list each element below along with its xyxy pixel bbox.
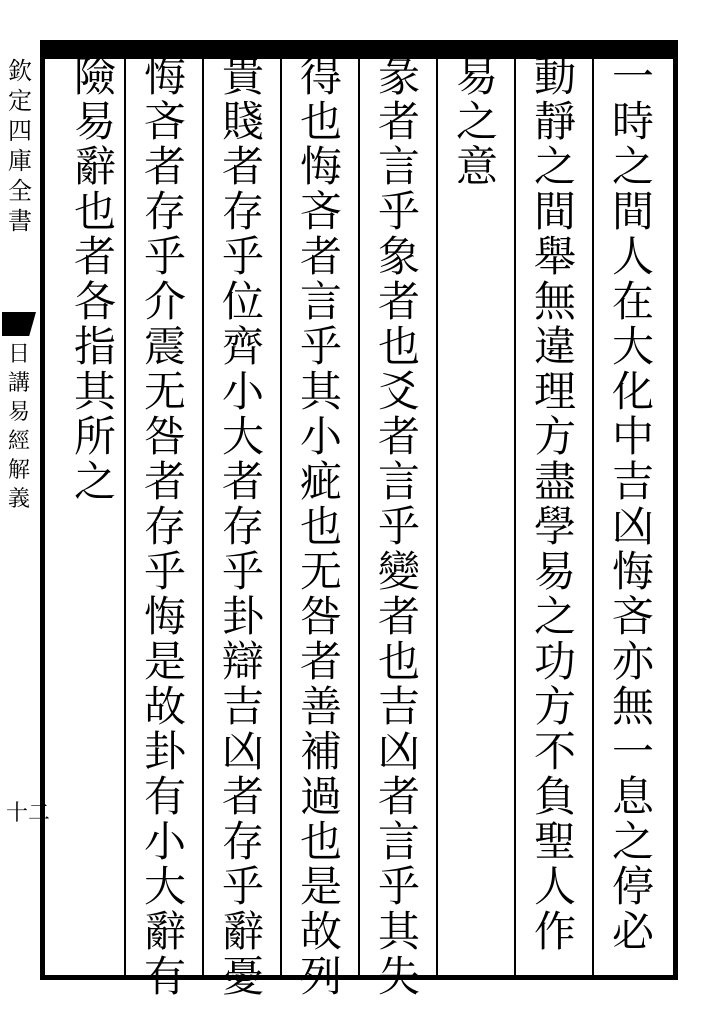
glyph: 之 bbox=[73, 457, 116, 506]
column-rule bbox=[514, 54, 516, 976]
glyph: 者 bbox=[143, 457, 186, 506]
text-column-3 bbox=[446, 54, 508, 189]
glyph: 齊 bbox=[221, 322, 264, 371]
glyph: 人 bbox=[533, 862, 576, 911]
glyph: 爻 bbox=[377, 367, 420, 416]
glyph: 辭 bbox=[221, 907, 264, 956]
glyph: 也 bbox=[299, 97, 342, 146]
glyph: 方 bbox=[533, 412, 576, 461]
glyph: 悔 bbox=[143, 592, 186, 641]
glyph: 咎 bbox=[299, 592, 342, 641]
glyph: 善 bbox=[299, 682, 342, 731]
glyph: 聖 bbox=[533, 817, 576, 866]
column-rule bbox=[436, 54, 438, 976]
glyph: 方 bbox=[533, 682, 576, 731]
glyph: 乎 bbox=[299, 322, 342, 371]
glyph: 者 bbox=[377, 772, 420, 821]
margin-glyph: 日 bbox=[7, 342, 30, 367]
margin-book-title bbox=[2, 56, 38, 236]
column-rule bbox=[280, 54, 282, 976]
glyph: 吉 bbox=[221, 682, 264, 731]
glyph: 小 bbox=[299, 412, 342, 461]
glyph: 辭 bbox=[143, 907, 186, 956]
margin-glyph: 欽 bbox=[8, 57, 32, 85]
margin-glyph: 講 bbox=[7, 371, 30, 396]
glyph: 舉 bbox=[533, 232, 576, 281]
margin-glyph: 書 bbox=[8, 207, 32, 235]
glyph: 言 bbox=[377, 817, 420, 866]
glyph: 所 bbox=[73, 412, 116, 461]
glyph: 之 bbox=[533, 592, 576, 641]
glyph: 者 bbox=[221, 142, 264, 191]
glyph: 无 bbox=[299, 547, 342, 596]
glyph: 有 bbox=[143, 772, 186, 821]
margin-glyph: 全 bbox=[8, 177, 32, 205]
glyph: 吉 bbox=[611, 457, 654, 506]
glyph: 變 bbox=[377, 547, 420, 596]
glyph: 是 bbox=[299, 862, 342, 911]
glyph: 負 bbox=[533, 772, 576, 821]
glyph: 補 bbox=[299, 727, 342, 776]
glyph: 者 bbox=[377, 412, 420, 461]
glyph: 象 bbox=[377, 232, 420, 281]
glyph: 者 bbox=[377, 97, 420, 146]
glyph: 者 bbox=[221, 772, 264, 821]
glyph: 其 bbox=[73, 367, 116, 416]
margin-glyph: 義 bbox=[7, 487, 30, 512]
column-rule bbox=[202, 54, 204, 976]
glyph: 之 bbox=[455, 97, 498, 146]
page-number: 十二 bbox=[6, 801, 51, 826]
glyph: 疵 bbox=[299, 457, 342, 506]
glyph: 理 bbox=[533, 367, 576, 416]
glyph: 乎 bbox=[377, 187, 420, 236]
glyph: 凶 bbox=[611, 502, 654, 551]
glyph: 作 bbox=[533, 907, 576, 956]
glyph: 乎 bbox=[377, 502, 420, 551]
glyph: 悔 bbox=[143, 52, 186, 101]
glyph: 大 bbox=[221, 412, 264, 461]
glyph: 間 bbox=[611, 187, 654, 236]
text-column-4 bbox=[368, 54, 430, 999]
glyph: 者 bbox=[73, 232, 116, 281]
glyph: 存 bbox=[143, 187, 186, 236]
glyph: 之 bbox=[533, 142, 576, 191]
glyph: 大 bbox=[611, 322, 654, 371]
glyph: 一 bbox=[611, 727, 654, 776]
glyph: 各 bbox=[73, 277, 116, 326]
glyph: 言 bbox=[377, 457, 420, 506]
glyph: 小 bbox=[221, 367, 264, 416]
glyph: 者 bbox=[143, 142, 186, 191]
glyph: 者 bbox=[377, 277, 420, 326]
glyph: 間 bbox=[533, 187, 576, 236]
text-column-2 bbox=[524, 54, 586, 954]
glyph: 亦 bbox=[611, 637, 654, 686]
glyph: 辭 bbox=[73, 142, 116, 191]
glyph: 辯 bbox=[221, 637, 264, 686]
text-column-6 bbox=[212, 54, 274, 999]
text-column-1 bbox=[602, 54, 664, 954]
glyph: 人 bbox=[611, 232, 654, 281]
glyph: 失 bbox=[377, 952, 420, 1001]
glyph: 貴 bbox=[221, 52, 264, 101]
glyph: 吝 bbox=[143, 97, 186, 146]
glyph: 悔 bbox=[299, 142, 342, 191]
glyph: 也 bbox=[299, 502, 342, 551]
text-column-5 bbox=[290, 54, 352, 999]
glyph: 有 bbox=[143, 952, 186, 1001]
glyph: 過 bbox=[299, 772, 342, 821]
glyph: 中 bbox=[611, 412, 654, 461]
glyph: 者 bbox=[377, 592, 420, 641]
glyph: 也 bbox=[377, 322, 420, 371]
margin-glyph: 庫 bbox=[8, 147, 32, 175]
glyph: 乎 bbox=[143, 547, 186, 596]
glyph: 吝 bbox=[299, 187, 342, 236]
glyph: 悔 bbox=[611, 547, 654, 596]
glyph: 易 bbox=[73, 97, 116, 146]
glyph: 吝 bbox=[611, 592, 654, 641]
glyph: 咎 bbox=[143, 412, 186, 461]
fish-tail-mark bbox=[2, 312, 36, 336]
text-column-7 bbox=[134, 54, 196, 999]
glyph: 无 bbox=[143, 367, 186, 416]
glyph: 乎 bbox=[221, 862, 264, 911]
glyph: 時 bbox=[611, 97, 654, 146]
glyph: 位 bbox=[221, 277, 264, 326]
glyph: 凶 bbox=[377, 727, 420, 776]
glyph: 功 bbox=[533, 637, 576, 686]
glyph: 列 bbox=[299, 952, 342, 1001]
glyph: 之 bbox=[611, 817, 654, 866]
glyph: 乎 bbox=[143, 232, 186, 281]
glyph: 其 bbox=[299, 367, 342, 416]
column-rule bbox=[592, 54, 594, 976]
glyph: 靜 bbox=[533, 97, 576, 146]
margin-glyph: 四 bbox=[8, 117, 32, 145]
glyph: 意 bbox=[455, 142, 498, 191]
margin-glyph: 定 bbox=[8, 87, 32, 115]
glyph: 存 bbox=[221, 817, 264, 866]
glyph: 存 bbox=[221, 502, 264, 551]
glyph: 存 bbox=[221, 187, 264, 236]
glyph: 必 bbox=[611, 907, 654, 956]
glyph: 言 bbox=[299, 277, 342, 326]
glyph: 停 bbox=[611, 862, 654, 911]
glyph: 言 bbox=[377, 142, 420, 191]
glyph: 息 bbox=[611, 772, 654, 821]
column-rule bbox=[358, 54, 360, 976]
glyph: 學 bbox=[533, 502, 576, 551]
glyph: 也 bbox=[73, 187, 116, 236]
glyph: 乎 bbox=[377, 862, 420, 911]
glyph: 易 bbox=[455, 52, 498, 101]
glyph: 大 bbox=[143, 862, 186, 911]
glyph: 無 bbox=[611, 682, 654, 731]
glyph: 乎 bbox=[221, 232, 264, 281]
margin-glyph: 解 bbox=[7, 458, 30, 483]
glyph: 無 bbox=[533, 277, 576, 326]
glyph: 彖 bbox=[377, 52, 420, 101]
glyph: 易 bbox=[533, 547, 576, 596]
glyph: 者 bbox=[221, 457, 264, 506]
glyph: 故 bbox=[299, 907, 342, 956]
glyph: 其 bbox=[377, 907, 420, 956]
glyph: 震 bbox=[143, 322, 186, 371]
glyph: 者 bbox=[299, 637, 342, 686]
glyph: 也 bbox=[377, 637, 420, 686]
glyph: 違 bbox=[533, 322, 576, 371]
glyph: 得 bbox=[299, 52, 342, 101]
glyph: 也 bbox=[299, 817, 342, 866]
glyph: 小 bbox=[143, 817, 186, 866]
glyph: 在 bbox=[611, 277, 654, 326]
glyph: 賤 bbox=[221, 97, 264, 146]
glyph: 凶 bbox=[221, 727, 264, 776]
glyph: 介 bbox=[143, 277, 186, 326]
glyph: 險 bbox=[73, 52, 116, 101]
glyph: 卦 bbox=[221, 592, 264, 641]
glyph: 盡 bbox=[533, 457, 576, 506]
glyph: 是 bbox=[143, 637, 186, 686]
margin-section-title bbox=[4, 340, 34, 514]
glyph: 吉 bbox=[377, 682, 420, 731]
glyph: 乎 bbox=[221, 547, 264, 596]
glyph: 憂 bbox=[221, 952, 264, 1001]
text-column-8 bbox=[64, 54, 126, 504]
glyph: 一 bbox=[611, 52, 654, 101]
glyph: 卦 bbox=[143, 727, 186, 776]
glyph: 不 bbox=[533, 727, 576, 776]
glyph: 之 bbox=[611, 142, 654, 191]
glyph: 者 bbox=[299, 232, 342, 281]
glyph: 動 bbox=[533, 52, 576, 101]
margin-glyph: 經 bbox=[7, 429, 30, 454]
margin-glyph: 易 bbox=[7, 400, 30, 425]
glyph: 化 bbox=[611, 367, 654, 416]
glyph: 指 bbox=[73, 322, 116, 371]
glyph: 存 bbox=[143, 502, 186, 551]
glyph: 故 bbox=[143, 682, 186, 731]
